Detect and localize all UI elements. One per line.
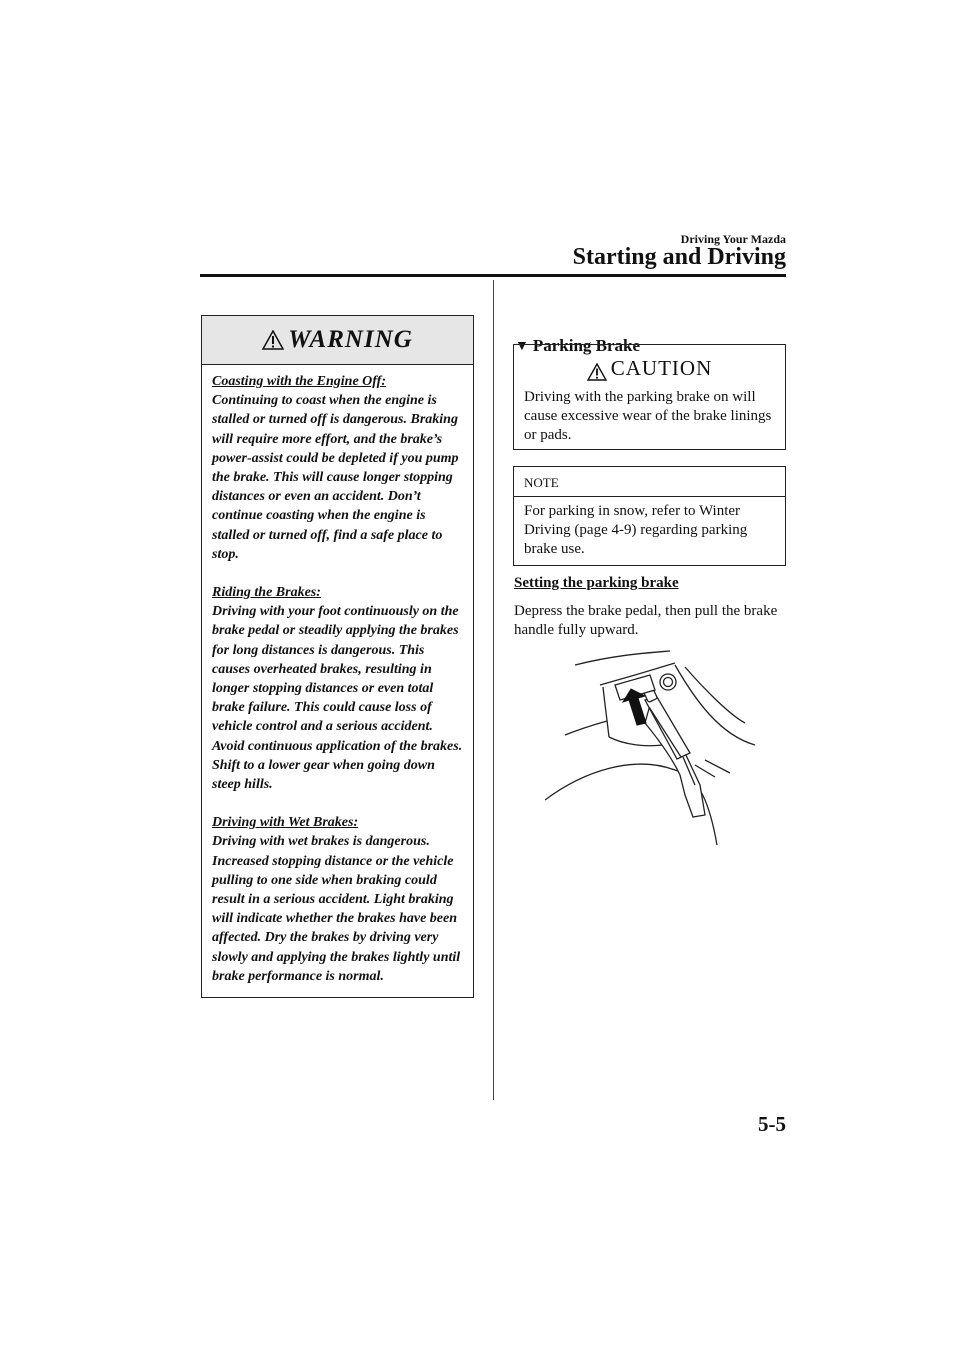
warning-text: Driving with wet brakes is dangerous. Increased stopping distance or the vehicle pulling to one side when braking could result in a serious accident. Light braking will indicate whether the brakes have been affected. Dry the brakes by driving very slowly and applying the brakes lightly until brake performance is normal. (212, 834, 461, 984)
chapter-label: Driving Your Mazda (680, 232, 786, 246)
warning-text: Continuing to coast when the engine is stalled or turned off is dangerous. Braking will require more effort, and the brake’s power-assist could be depleted if you pump the brake. This will cause longer stopping distances or even an accident. Don’t continue coasting when the engine is stalled or turned off, find a safe place to stop. (212, 393, 459, 562)
warning-icon (262, 330, 284, 350)
warning-section (212, 813, 463, 986)
warning-title: WARNING (288, 326, 413, 353)
note-text: For parking in snow, refer to Winter Driving (page 4-9) regarding parking brake use. (524, 503, 748, 557)
page-title: Starting and Driving (572, 244, 786, 270)
caution-text: Driving with the parking brake on will cause excessive wear of the brake linings or pads. (524, 389, 772, 443)
section-title-text: Parking Brake (532, 336, 641, 355)
header-divider (200, 274, 786, 277)
warning-text: Driving with your foot continuously on the brake pedal or steadily applying the brakes for long distances is dangerous. This causes overheated brakes, resulting in longer stopping distances or even total brake failure. This could cause loss of vehicle control and a serious accident. Avoid continuous application of the brakes. Shift to a lower gear when going down steep hills. (212, 604, 463, 793)
page-number: 5-5 (758, 1112, 786, 1136)
warning-body (202, 365, 473, 986)
warning-header (202, 316, 473, 365)
subheading: Setting the parking brake (514, 575, 679, 591)
warning-heading: Riding the Brakes: (212, 585, 321, 601)
caution-icon (587, 363, 607, 381)
note-box (513, 466, 786, 566)
caution-box (513, 344, 786, 450)
parking-brake-illustration (545, 645, 760, 850)
warning-box (201, 315, 474, 998)
warning-heading: Driving with Wet Brakes: (212, 815, 359, 831)
warning-section (212, 583, 463, 794)
caution-title: CAUTION (610, 356, 713, 380)
caution-header (514, 345, 785, 381)
warning-heading: Coasting with the Engine Off: (212, 374, 387, 389)
instruction-text: Depress the brake pedal, then pull the brake handle fully upward. (514, 603, 778, 638)
warning-section (212, 372, 463, 564)
note-title: NOTE (514, 467, 785, 497)
section-marker-icon: ▼ (515, 339, 529, 354)
column-divider (493, 280, 494, 1100)
